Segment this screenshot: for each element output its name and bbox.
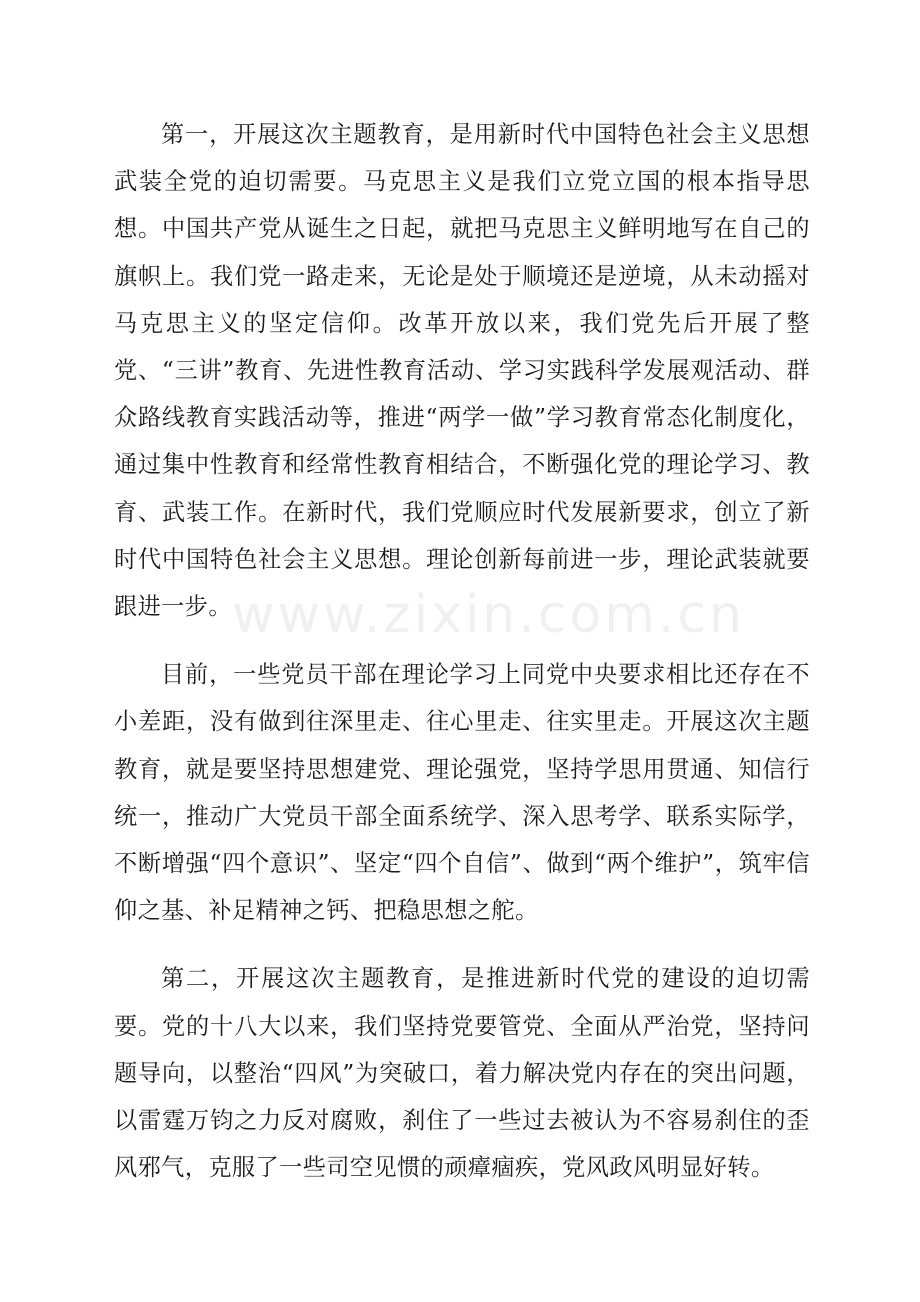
watermark: www.zixin.com.cn	[232, 585, 745, 645]
document-page	[114, 111, 810, 1191]
paragraph-2: 目前，一些党员干部在理论学习上同党中央要求相比还存在不小差距，没有做到往深里走、往心里走、往实里走。开展这次主题教育，就是要坚持思想建党、理论强党，坚持学思用贯通、知信行统一，推动广大党员干部全面系统学、深入思考学、联系实际学，不断增强“四个意识”、坚定“四个自信”、做到“两个维护”，筑牢信仰之基、补足精神之钙、把稳思想之舵。	[114, 661, 810, 925]
paragraph-1: 第一，开展这次主题教育，是用新时代中国特色社会主义思想武装全党的迫切需要。马克思主义是我们立党立国的根本指导思想。中国共产党从诞生之日起，就把马克思主义鲜明地写在自己的旗帜上。我们党一路走来，无论是处于顺境还是逆境，从未动摇对马克思主义的坚定信仰。改革开放以来，我们党先后开展了整党、“三讲”教育、先进性教育活动、学习实践科学发展观活动、群众路线教育实践活动等，推进“两学一做”学习教育常态化制度化，通过集中性教育和经常性教育相结合，不断强化党的理论学习、教育、武装工作。在新时代，我们党顺应时代发展新要求，创立了新时代中国特色社会主义思想。理论创新每前进一步，理论武装就要跟进一步。	[114, 121, 810, 621]
paragraph-3: 第二，开展这次主题教育，是推进新时代党的建设的迫切需要。党的十八大以来，我们坚持党要管党、全面从严治党，坚持问题导向，以整治“四风”为突破口，着力解决党内存在的突出问题，以雷霆万钧之力反对腐败，刹住了一些过去被认为不容易刹住的歪风邪气，克服了一些司空见惯的顽瘴痼疾，党风政风明显好转。	[114, 965, 810, 1182]
